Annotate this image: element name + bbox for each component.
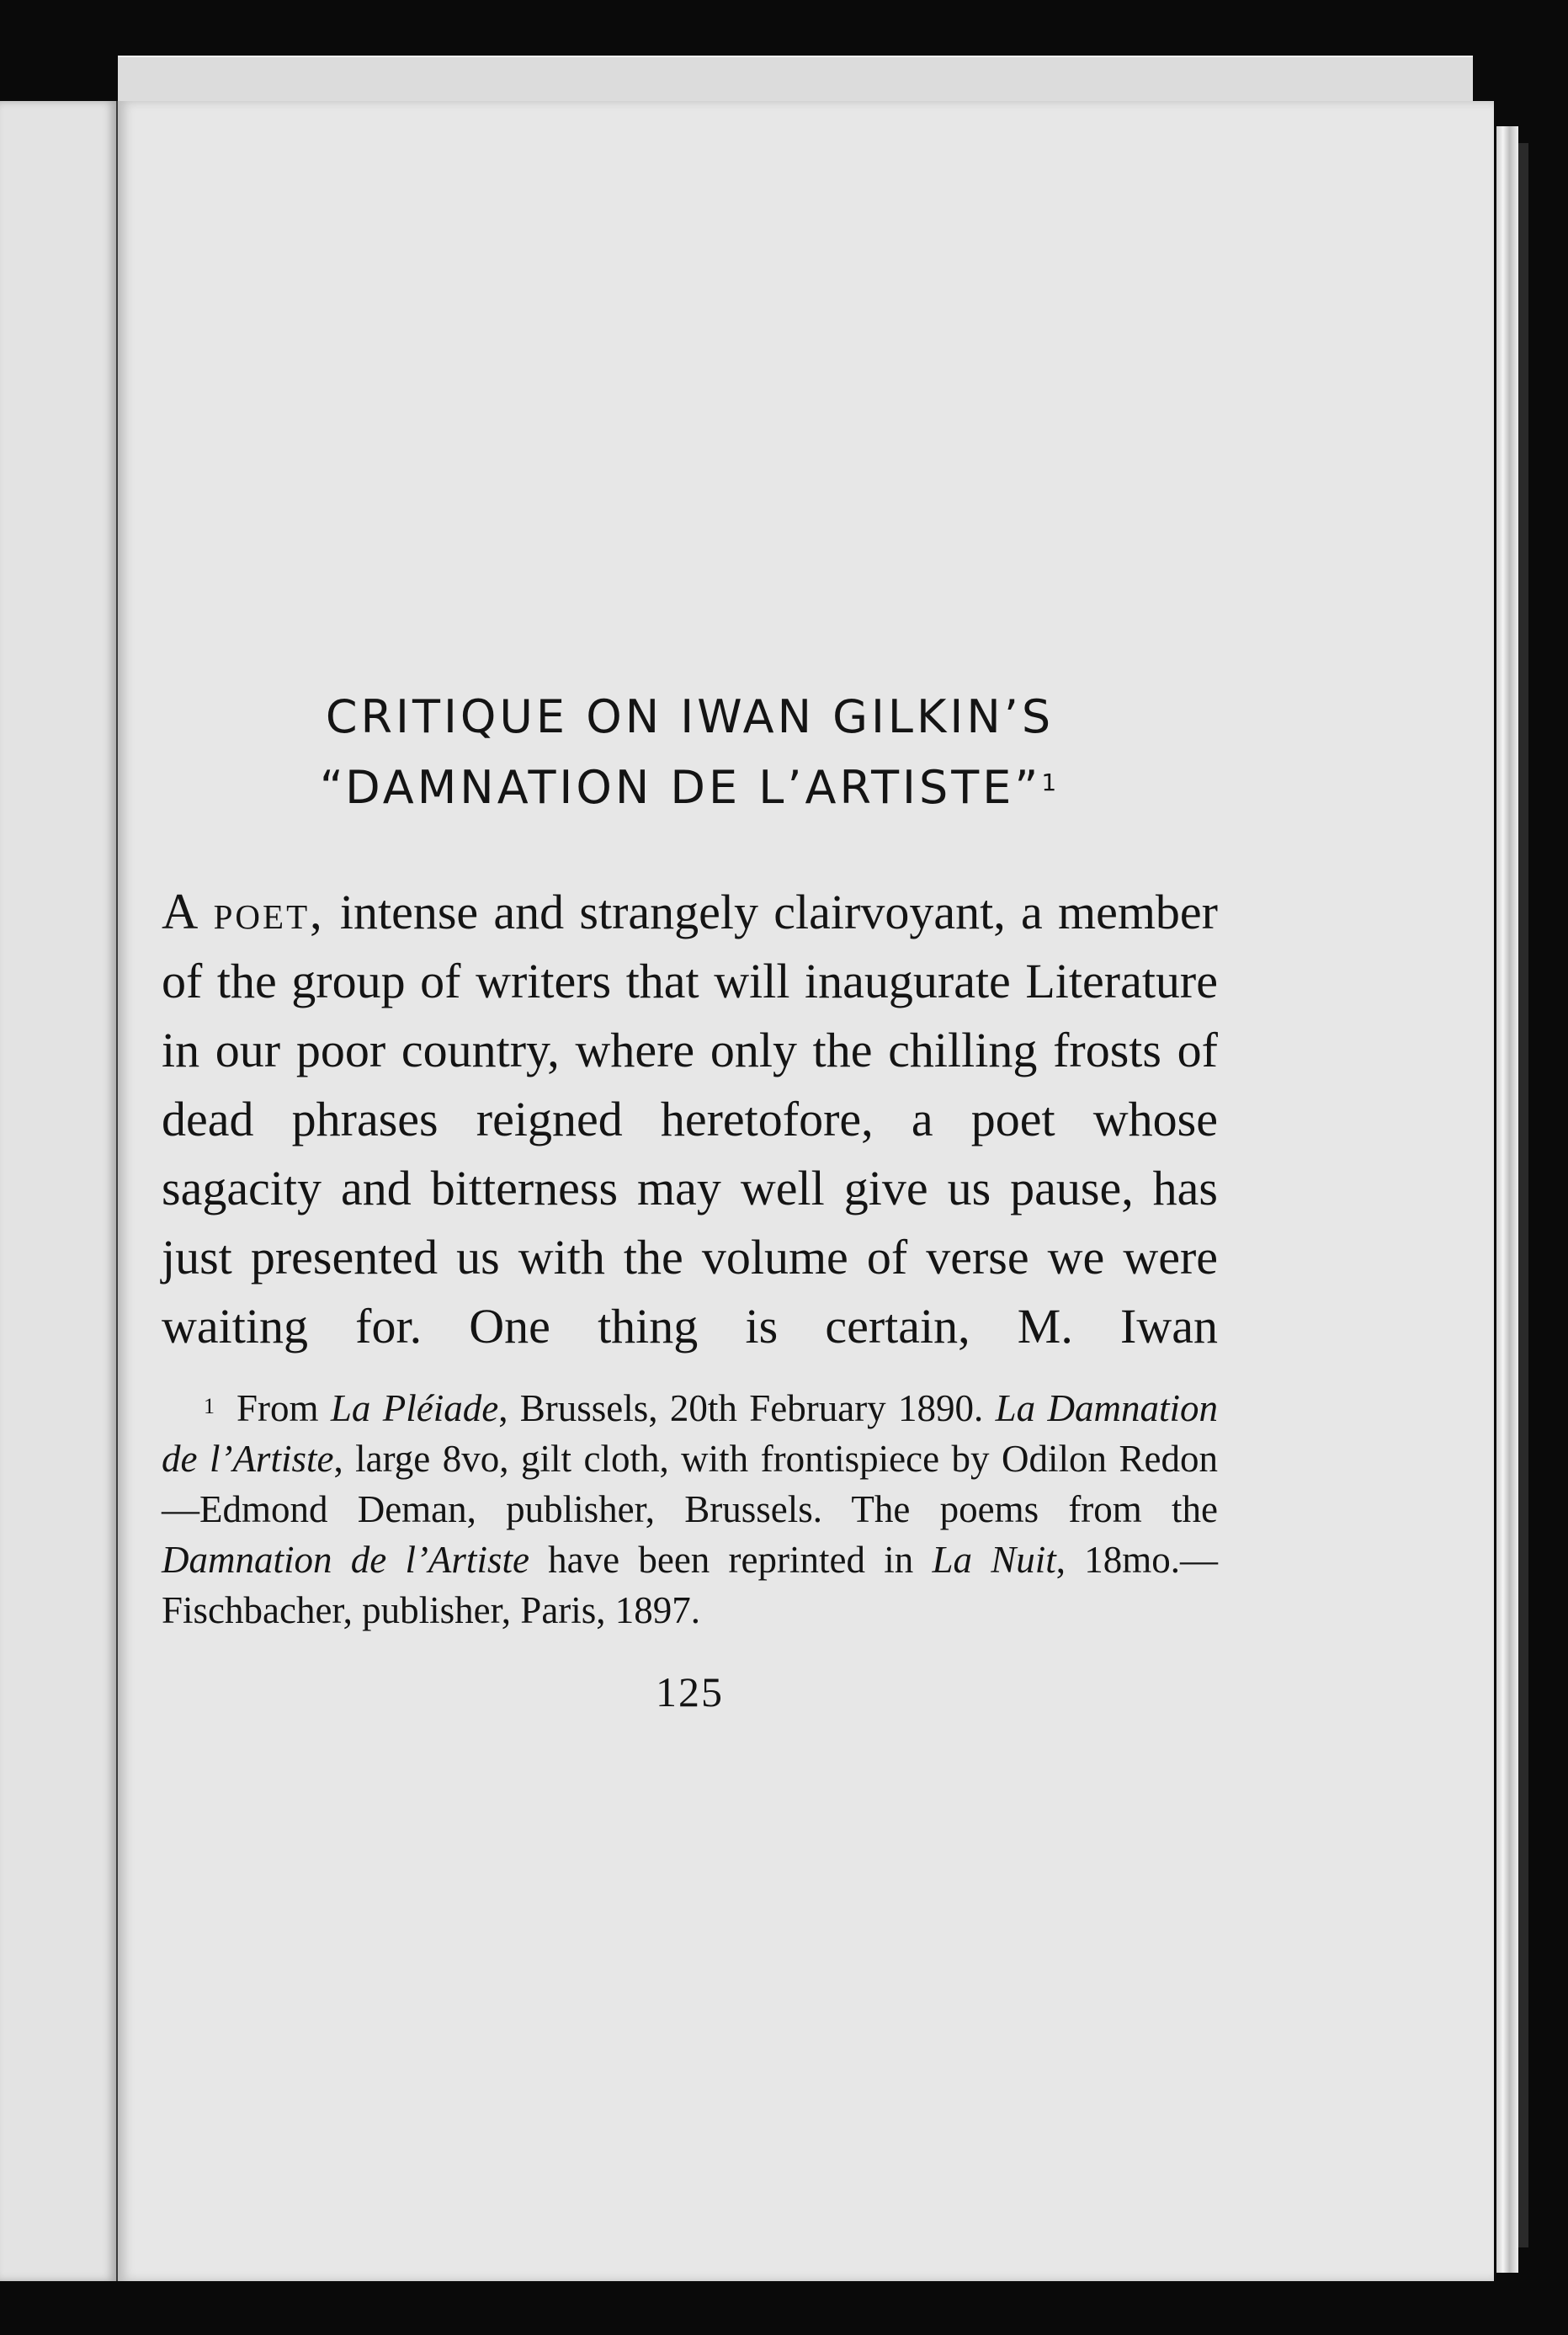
top-page-strip [118,56,1473,106]
footnote-italic-3: Damnation de l’Artiste [162,1539,529,1581]
footnote-italic-1: La Pléiade [330,1387,499,1429]
chapter-title [162,682,1218,823]
page-content [162,682,1218,1716]
lead-word: poet, [213,885,325,939]
lead-letter: A [162,884,199,939]
body-paragraph [162,877,1218,1361]
footnote-text-3: , large 8vo, gilt cloth, with frontispiece by Odilon Redon—Edmond Deman, publisher, Brussels. The poems from the [162,1438,1218,1530]
title-line-2: “DAMNATION DE L’ARTISTE” [319,761,1042,814]
footnote-text-5: , 18mo.—Fischbacher, publisher, Paris, 1897. [162,1539,1218,1631]
body-text: intense and strangely clairvoyant, a member of the group of writers that will inaugurate Literature in our poor country, where only the chilling frosts of dead phrases reigned heretofore, a poet whose sagacity and bitterness may well give us pause, has just presented us with the volume of verse we were waiting for. One thing is certain, M. Iwan [162,885,1218,1354]
footnote-text-1: From [237,1387,331,1429]
footnote [162,1383,1218,1636]
footnote-text-2: , Brussels, 20th February 1890. [498,1387,996,1429]
page-edges [1496,126,1518,2273]
footnote-text-4: have been reprinted in [529,1539,933,1581]
page-number: 125 [656,1668,724,1715]
footnote-mark: 1 [204,1394,215,1418]
title-footnote-ref: 1 [1041,769,1060,796]
page-edge-shadow [1518,143,1528,2247]
footnote-italic-2: La Damnation de l’Artiste [162,1387,1218,1480]
footnote-italic-4: La Nuit [932,1539,1056,1581]
left-page-edge [0,101,119,2281]
title-line-1: CRITIQUE ON IWAN GILKIN’S [325,690,1055,743]
